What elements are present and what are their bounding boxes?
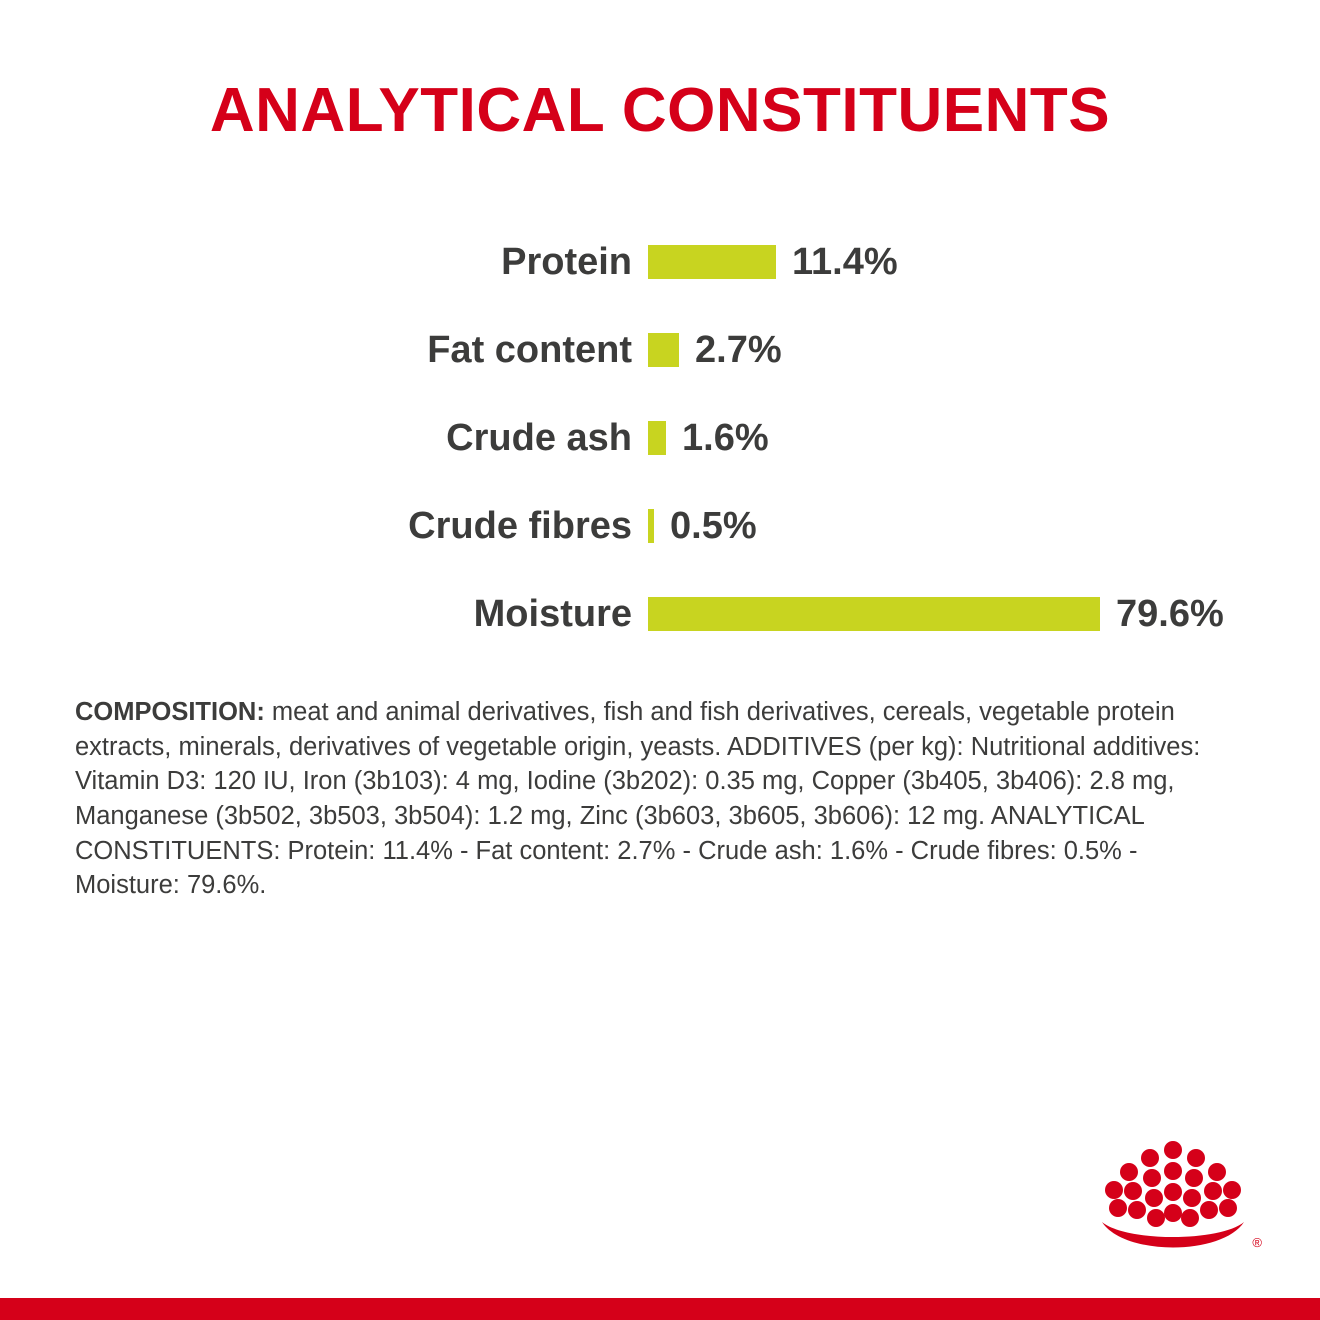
chart-bar-wrap-protein bbox=[648, 243, 1320, 281]
chart-row-moisture bbox=[0, 570, 1320, 658]
page-title: ANALYTICAL CONSTITUENTS bbox=[209, 76, 1111, 145]
chart-label-fat-content: Fat content bbox=[427, 329, 632, 371]
chart-bar-wrap-moisture bbox=[648, 595, 1320, 633]
chart-label-crude-fibres: Crude fibres bbox=[408, 505, 632, 547]
chart-bar-protein bbox=[648, 245, 776, 279]
composition-paragraph bbox=[75, 695, 1247, 903]
chart-bar-wrap-fat-content bbox=[648, 331, 1320, 369]
analytical-constituents-chart bbox=[0, 218, 1320, 658]
chart-label-protein: Protein bbox=[501, 241, 632, 283]
composition-body: meat and animal derivatives, fish and fish derivatives, cereals, vegetable protein extracts, minerals, derivatives of vegetable origin, yeasts. ADDITIVES (per kg): Nutritional additives: Vitamin D3: 120 IU, Iron (3b103): 4 mg, Iodine (3b202): 0.35 mg, Copper (3b405, 3b406): 2.8 mg, Manganese (3b502, 3b503, 3b504): 1.2 mg, Zinc (3b603, 3b605, 3b606): 12 mg. ANALYTICAL CONSTITUENTS: Protein: 11.4% - Fat content: 2.7% - Crude ash: 1.6% - Crude fibres: 0.5% - Moisture: 79.6%. bbox=[75, 698, 1201, 900]
chart-value-protein: 11.4% bbox=[792, 241, 898, 283]
royal-canin-logo bbox=[1088, 1138, 1262, 1258]
chart-bar-fat-content bbox=[648, 333, 679, 367]
chart-value-crude-fibres: 0.5% bbox=[670, 505, 757, 547]
chart-row-fat-content bbox=[0, 306, 1320, 394]
chart-row-crude-ash bbox=[0, 394, 1320, 482]
chart-label-crude-ash: Crude ash bbox=[446, 417, 632, 459]
chart-bar-moisture bbox=[648, 597, 1100, 631]
chart-value-moisture: 79.6% bbox=[1116, 593, 1224, 635]
composition-heading: COMPOSITION: bbox=[75, 698, 265, 726]
chart-row-crude-fibres bbox=[0, 482, 1320, 570]
chart-value-fat-content: 2.7% bbox=[695, 329, 782, 371]
chart-bar-crude-ash bbox=[648, 421, 666, 455]
bottom-accent-bar bbox=[0, 1298, 1320, 1320]
chart-bar-wrap-crude-fibres bbox=[648, 507, 1320, 545]
registered-mark: ® bbox=[1252, 1235, 1262, 1250]
chart-bar-wrap-crude-ash bbox=[648, 419, 1320, 457]
chart-value-crude-ash: 1.6% bbox=[682, 417, 769, 459]
chart-row-protein bbox=[0, 218, 1320, 306]
chart-label-moisture: Moisture bbox=[473, 593, 632, 635]
